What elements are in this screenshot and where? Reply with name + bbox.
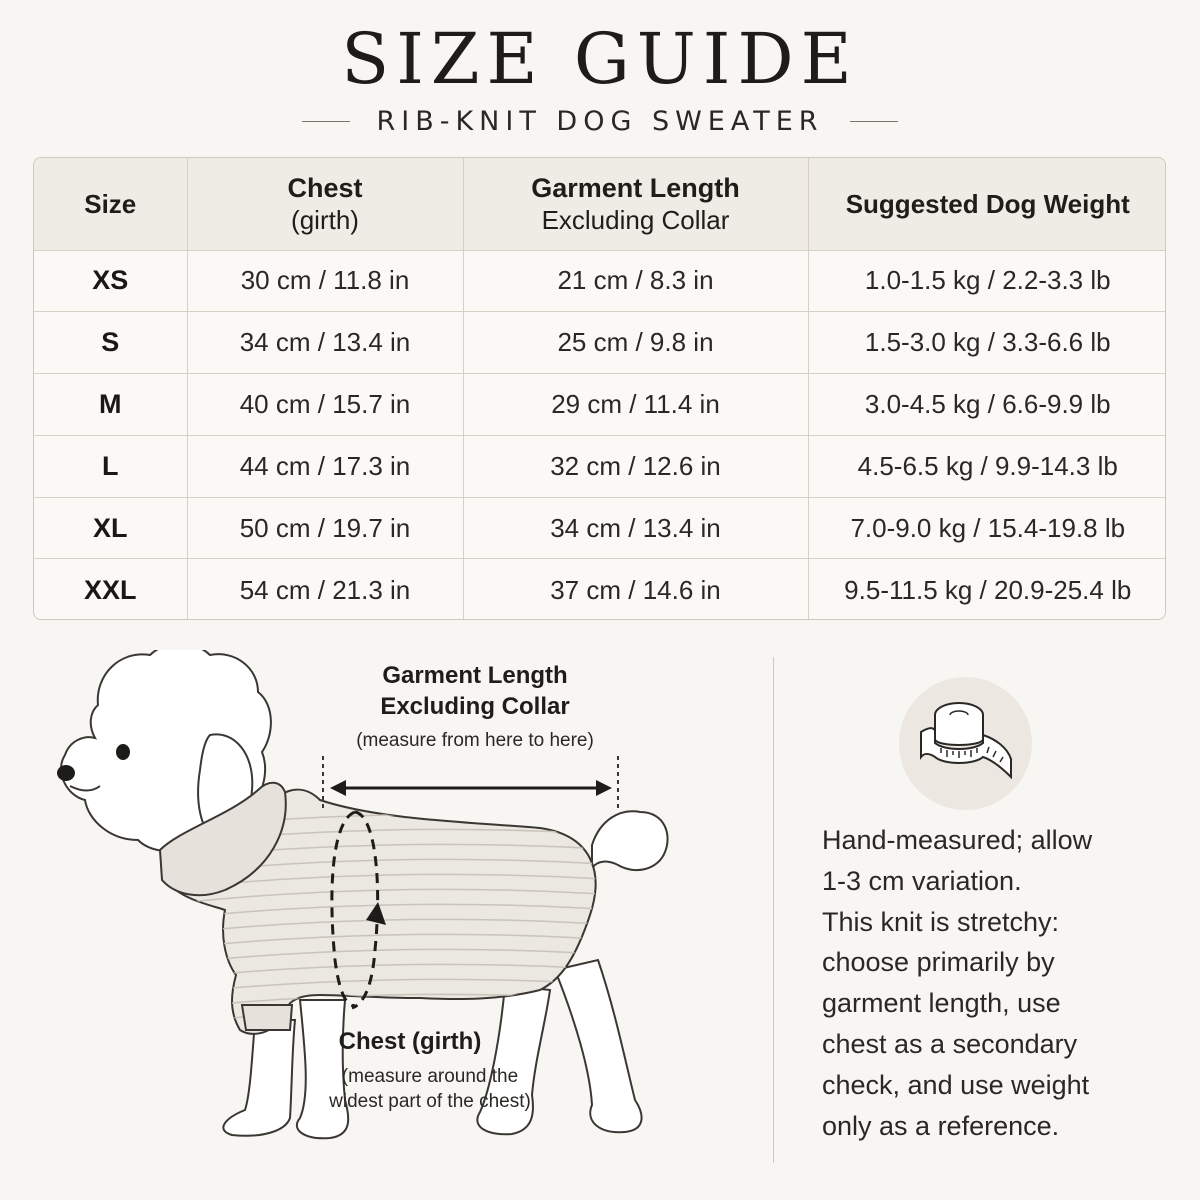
- cell-size: M: [34, 374, 187, 436]
- table-row: [34, 250, 1166, 312]
- header-length: [463, 158, 808, 250]
- cell-chest: 50 cm / 19.7 in: [187, 497, 463, 559]
- header-chest: [187, 158, 463, 250]
- note-line: check, and use weight: [822, 1069, 1090, 1100]
- chest-note-line2: widest part of the chest): [329, 1091, 531, 1112]
- sweater-cuff: [242, 1005, 292, 1030]
- header-chest-sub: (girth): [291, 204, 359, 235]
- cell-length: 29 cm / 11.4 in: [463, 374, 808, 436]
- header-weight: Suggested Dog Weight: [808, 158, 1166, 250]
- length-label-line1: Garment Length: [382, 662, 568, 689]
- subtitle-row: [0, 104, 1200, 138]
- note-line: This knit is stretchy:: [822, 906, 1060, 937]
- note-line: 1-3 cm variation.: [822, 865, 1022, 896]
- measurement-note: [822, 820, 1162, 1146]
- note-line: choose primarily by: [822, 947, 1055, 978]
- table-row: [34, 435, 1166, 497]
- size-table: [33, 157, 1166, 620]
- cell-length: 32 cm / 12.6 in: [463, 435, 808, 497]
- cell-size: L: [34, 435, 187, 497]
- cell-length: 21 cm / 8.3 in: [463, 250, 808, 312]
- table-row: [34, 374, 1166, 436]
- cell-weight: 9.5-11.5 kg / 20.9-25.4 lb: [844, 574, 1132, 605]
- cell-length: 25 cm / 9.8 in: [463, 312, 808, 374]
- cell-length: 37 cm / 14.6 in: [463, 559, 808, 620]
- page-subtitle: RIB-KNIT DOG SWEATER: [376, 105, 824, 137]
- chest-label: Chest (girth): [338, 1028, 482, 1055]
- length-label: [320, 660, 630, 722]
- table-header-row: [34, 158, 1166, 250]
- cell-weight: 1.0-1.5 kg / 2.2-3.3 lb: [808, 250, 1166, 312]
- note-line: chest as a secondary: [822, 1028, 1078, 1059]
- table-row: [34, 559, 1166, 620]
- cell-weight: 7.0-9.0 kg / 15.4-19.8 lb: [808, 497, 1166, 559]
- cell-weight: 4.5-6.5 kg / 9.9-14.3 lb: [808, 435, 1166, 497]
- cell-weight: 3.0-4.5 kg / 6.6-9.9 lb: [808, 374, 1166, 436]
- cell-chest: 34 cm / 13.4 in: [187, 312, 463, 374]
- cell-size: XS: [34, 250, 187, 312]
- note-line: Hand-measured; allow: [822, 825, 1093, 855]
- cell-chest: 40 cm / 15.7 in: [187, 374, 463, 436]
- header-chest-label: Chest: [287, 172, 363, 203]
- subtitle-divider-left: [302, 121, 350, 122]
- header-length-label: Garment Length: [531, 172, 740, 203]
- note-line: garment length, use: [822, 988, 1061, 1019]
- vertical-divider: [773, 657, 774, 1163]
- chest-note-line1: (measure around the: [341, 1066, 519, 1087]
- header-length-sub: Excluding Collar: [541, 204, 730, 235]
- cell-chest: 54 cm / 21.3 in: [187, 559, 463, 620]
- cell-size: S: [34, 312, 187, 374]
- cell-weight: 1.5-3.0 kg / 3.3-6.6 lb: [808, 312, 1166, 374]
- cell-chest: 30 cm / 11.8 in: [187, 250, 463, 312]
- tape-measure-icon: [899, 677, 1032, 810]
- cell-length: 34 cm / 13.4 in: [463, 497, 808, 559]
- subtitle-divider-right: [850, 121, 898, 122]
- header-size: Size: [34, 158, 187, 250]
- page-title: SIZE GUIDE: [341, 18, 859, 100]
- note-line: only as a reference.: [822, 1110, 1060, 1141]
- cell-size: XXL: [34, 559, 187, 620]
- dog-tail: [592, 811, 668, 870]
- length-note: (measure from here to here): [356, 730, 594, 751]
- dog-nose: [57, 765, 75, 781]
- cell-size: XL: [34, 497, 187, 559]
- table-row: [34, 312, 1166, 374]
- cell-chest: 44 cm / 17.3 in: [187, 435, 463, 497]
- dog-eye: [116, 744, 130, 760]
- chest-note: [305, 1064, 555, 1114]
- length-label-line2: Excluding Collar: [380, 693, 570, 720]
- table-row: [34, 497, 1166, 559]
